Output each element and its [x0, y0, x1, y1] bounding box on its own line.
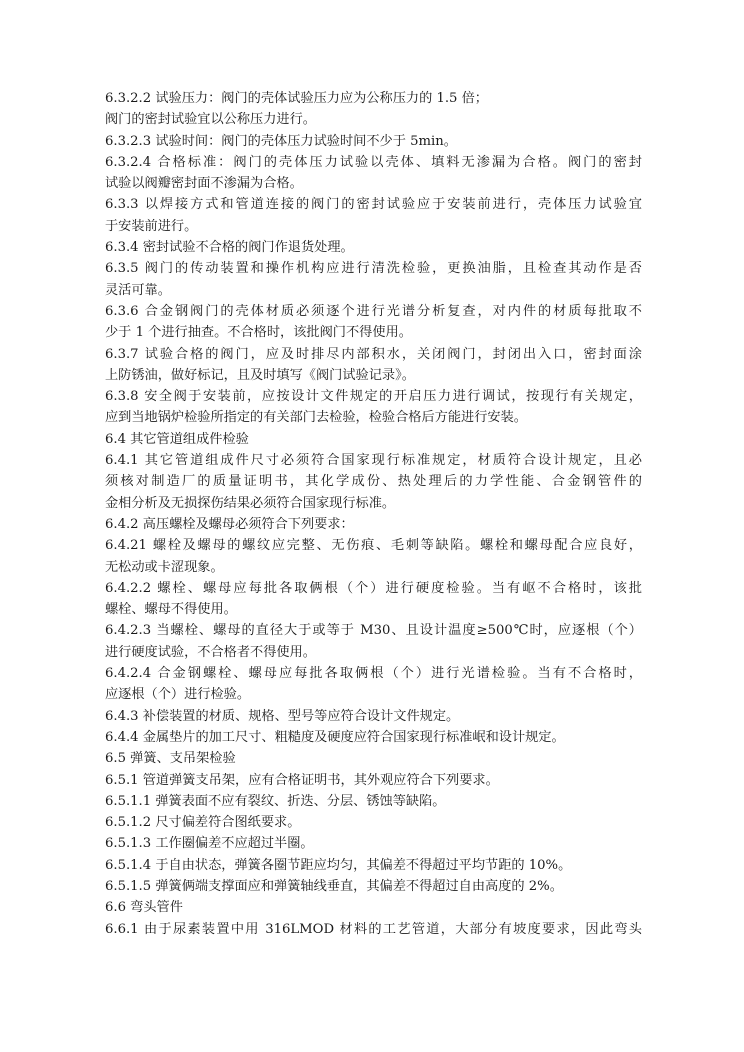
text-line: 灵活可靠。 [105, 282, 171, 298]
text-line: 6.3.5 阀门的传动装置和操作机构应进行清洗检验，更换油脂，且检查其动作是否 [105, 261, 642, 277]
text-line: 6.3.2.2 试验压力：阀门的壳体试验压力应为公称压力的 1.5 倍； [105, 91, 488, 106]
text-line: 无松动或卡涩现象。 [105, 559, 224, 575]
text-line: 6.4.4 金属垫片的加工尺寸、粗糙度及硬度应符合国家现行标准岷和设计规定。 [105, 729, 565, 745]
text-line: 6.5 弹簧、支吊架检验 [105, 751, 236, 767]
text-line: 6.4.3 补偿装置的材质、规格、型号等应符合设计文件规定。 [105, 708, 460, 724]
text-line: 6.3.3 以焊接方式和管道连接的阀门的密封试验应于安装前进行，壳体压力试验宜 [105, 197, 642, 213]
text-line: 6.4.1 其它管道组成件尺寸必须符合国家现行标准规定，材质符合设计规定，且必 [105, 453, 642, 469]
text-line: 6.3.7 试验合格的阀门，应及时排尽内部积水，关闭阀门，封闭出入口，密封面涂 [105, 346, 642, 362]
text-line: 6.5.1.2 尺寸偏差符合图纸要求。 [105, 815, 301, 831]
text-line: 6.4.21 螺栓及螺母的螺纹应完整、无伤痕、毛刺等缺陷。螺栓和螺母配合应良好， [105, 538, 642, 554]
text-line: 应逐根（个）进行检验。 [105, 687, 251, 703]
text-line: 6.4.2 高压螺栓及螺母必须符合下列要求： [105, 516, 354, 532]
text-line: 须核对制造厂的质量证明书，其化学成份、热处理后的力学性能、合金钢管件的 [105, 474, 642, 490]
text-line: 少于 1 个进行抽查。不合格时，该批阀门不得使用。 [105, 325, 412, 341]
text-line: 金相分析及无损探伤结果必须符合国家现行标准。 [105, 495, 396, 511]
text-line: 6.4.2.3 当螺栓、螺母的直径大于或等于 M30、且设计温度≥500℃时，应逐根（个） [105, 623, 642, 639]
text-line: 6.6.1 由于尿素装置中用 316LMOD 材料的工艺管道，大部分有坡度要求，因此弯头 [105, 921, 642, 937]
text-line: 阀门的密封试验宜以公称压力进行。 [105, 112, 316, 128]
text-line: 6.3.4 密封试验不合格的阀门作退货处理。 [105, 240, 354, 256]
text-line: 6.5.1.3 工作圈偏差不应超过半圈。 [105, 836, 314, 852]
document-body [105, 88, 642, 940]
text-line: 6.5.1.5 弹簧俩端支撑面应和弹簧轴线垂直，其偏差不得超过自由高度的 2%。 [105, 878, 563, 894]
text-line: 6.6 弯头管件 [105, 900, 183, 916]
text-line: 6.3.2.3 试验时间：阀门的壳体压力试验时间不少于 5min。 [105, 133, 457, 149]
text-line: 6.4 其它管道组成件检验 [105, 431, 249, 447]
text-line: 6.4.2.4 合金钢螺栓、螺母应每批各取俩根（个）进行光谱检验。当有不合格时， [105, 666, 642, 682]
text-line: 6.4.2.2 螺栓、螺母应每批各取俩根（个）进行硬度检验。当有岖不合格时，该批 [105, 580, 642, 596]
text-line: 6.3.8 安全阀于安装前，应按设计文件规定的开启压力进行调试，按现行有关规定， [105, 389, 642, 405]
text-line: 6.5.1.4 于自由状态，弹簧各圈节距应均匀，其偏差不得超过平均节距的 10%。 [105, 857, 572, 873]
text-line: 试验以阀瓣密封面不渗漏为合格。 [105, 176, 303, 192]
text-line: 上防锈油，做好标记，且及时填写《阀门试验记录》。 [105, 367, 415, 383]
text-line: 螺栓、螺母不得使用。 [105, 602, 237, 618]
text-line: 6.3.2.4 合格标准：阀门的壳体压力试验以壳体、填料无渗漏为合格。阀门的密封 [105, 154, 642, 170]
text-line: 6.3.6 合金钢阀门的壳体材质必须逐个进行光谱分析复查，对内件的材质每批取不 [105, 303, 642, 319]
text-line: 进行硬度试验，不合格者不得使用。 [105, 644, 316, 660]
text-line: 6.5.1 管道弹簧支吊架，应有合格证明书，其外观应符合下列要求。 [105, 772, 499, 788]
text-line: 于安装前进行。 [105, 218, 198, 234]
text-line: 6.5.1.1 弹簧表面不应有裂纹、折迭、分层、锈蚀等缺陷。 [105, 793, 446, 809]
text-line: 应到当地锅炉检验所指定的有关部门去检验，检验合格后方能进行安装。 [105, 410, 527, 426]
